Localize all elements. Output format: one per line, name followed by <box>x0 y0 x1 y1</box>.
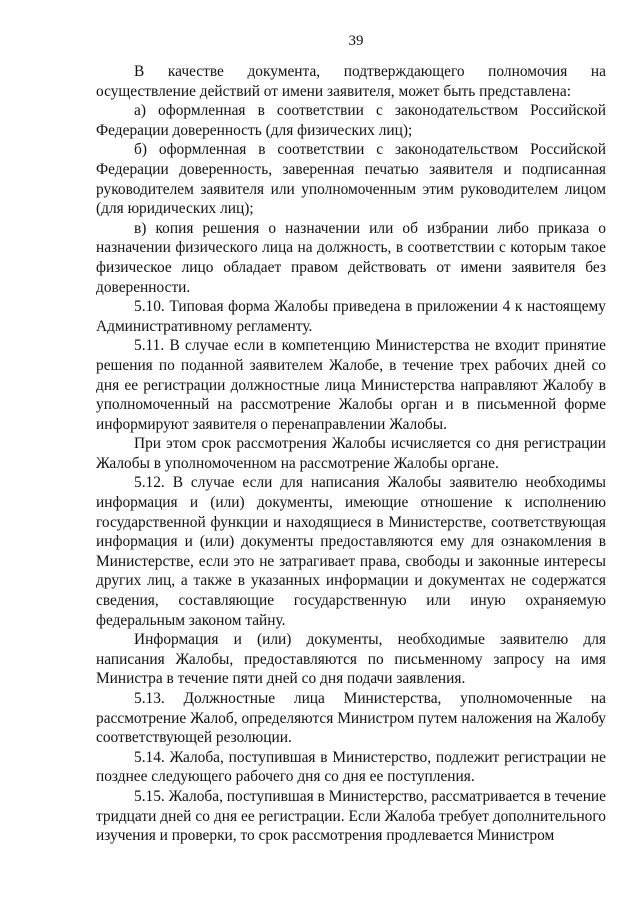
paragraph-5-11: 5.11. В случае если в компетенцию Министерства не входит принятие решения по поданной заявителем Жалобе, в течение трех рабочих дней со дня ее регистрации должностные лица Министерства направляют Жалобу в уполномоченный на рассмотрение Жалобы орган и в письменной форме информируют заявителя о перенаправлении Жалобы. <box>96 337 606 433</box>
paragraph-item-a: а) оформленная в соответствии с законодательством Российской Федерации доверенность (для физических лиц); <box>96 102 606 139</box>
paragraph-5-12: 5.12. В случае если для написания Жалобы заявителю необходимы информация и (или) документы, имеющие отношение к исполнению государственной функции и находящиеся в Министерстве, соответствующая информация и (или) документы предоставляются ему для ознакомления в Министерстве, если это не затрагивает права, свободы и законные интересы других лиц, а также в указанных информации и документах не содержатся сведения, составляющие государственную или иную охраняемую федеральным законом тайну. <box>96 474 606 629</box>
page-number: 39 <box>348 33 364 49</box>
paragraph-5-11-term: При этом срок рассмотрения Жалобы исчисляется со дня регистрации Жалобы в уполномоченном на рассмотрение Жалобы органе. <box>96 435 606 472</box>
paragraph-5-14: 5.14. Жалоба, поступившая в Министерство, подлежит регистрации не позднее следующего рабочего дня со дня ее поступления. <box>96 748 606 786</box>
paragraph-5-10: 5.10. Типовая форма Жалобы приведена в приложении 4 к настоящему Административному регламенту. <box>96 298 606 335</box>
paragraph-5-12-request: Информация и (или) документы, необходимые заявителю для написания Жалобы, предоставляются по письменному запросу на имя Министра в течение пяти дней со дня подачи заявления. <box>96 631 606 688</box>
paragraph-5-15: 5.15. Жалоба, поступившая в Министерство, рассматривается в течение тридцати дней со дня ее регистрации. Если Жалоба требует дополнительного изучения и проверки, то срок рассмотрения продлевается Министром <box>96 787 606 845</box>
paragraph-item-v: в) копия решения о назначении или об избрании либо приказа о назначении физического лица на должность, в соответствии с которым такое физическое лицо обладает правом действовать от имени заявителя без доверенности. <box>96 219 606 296</box>
paragraph-item-b: б) оформленная в соответствии с законодательством Российской Федерации доверенность, заверенная печатью заявителя и подписанная руководителем заявителя или уполномоченным этим руководителем лицом (для юридических лиц); <box>96 141 606 218</box>
paragraph-authority-document: В качестве документа, подтверждающего полномочия на осуществление действий от имени заявителя, может быть представлена: <box>96 63 606 100</box>
paragraph-5-13: 5.13. Должностные лица Министерства, уполномоченные на рассмотрение Жалоб, определяются Министром путем наложения на Жалобу соответствующей резолюции. <box>96 690 606 747</box>
